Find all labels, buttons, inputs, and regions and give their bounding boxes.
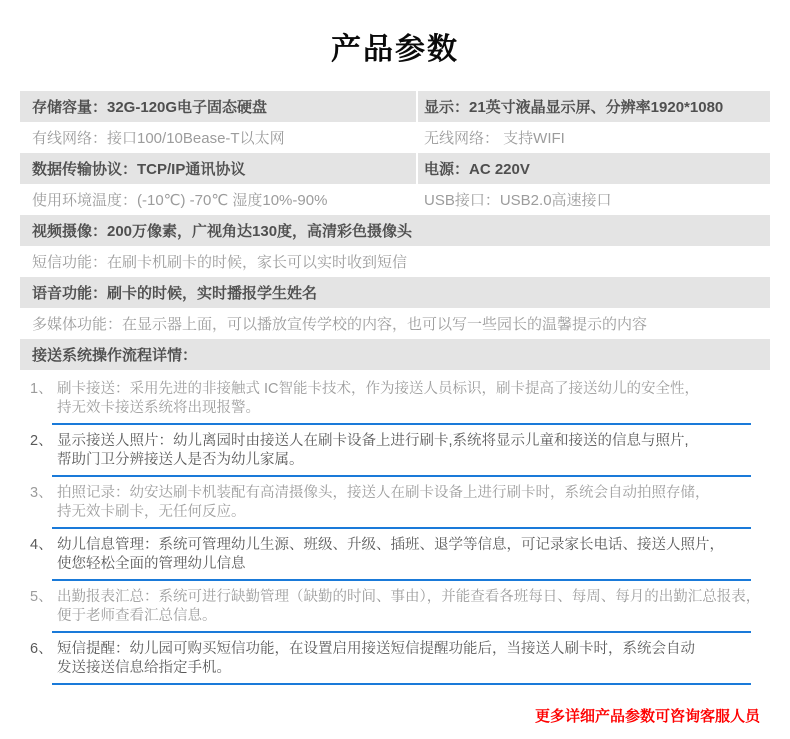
item-number: 1、: [30, 381, 53, 397]
flow-list-item: [20, 581, 770, 626]
spec-row: [20, 215, 770, 246]
item-number: 4、: [30, 537, 53, 553]
spec-cell-right: 无线网络： 支持WIFI: [424, 130, 565, 147]
footer-note: 更多详细产品参数可咨询客服人员: [534, 708, 760, 725]
spec-row: [20, 153, 770, 184]
spec-cell: 语音功能：刷卡的时候，实时播报学生姓名: [20, 277, 770, 308]
spec-cell-right: 显示：21英寸液晶显示屏、分辨率1920*1080: [418, 91, 770, 122]
item-number: 2、: [30, 433, 53, 449]
spec-cell-left: 存储容量：32G-120G电子固态硬盘: [20, 91, 416, 122]
spec-row: [20, 339, 770, 370]
spec-table: [20, 91, 770, 370]
item-number: 3、: [30, 485, 53, 501]
item-line1: 刷卡接送：采用先进的非接触式 IC智能卡技术，作为接送人员标识，刷卡提高了接送幼儿的安全性，: [57, 381, 700, 397]
flow-list-item: [20, 477, 770, 522]
flow-list-item: [20, 633, 770, 678]
spec-row: [20, 122, 770, 153]
flow-list-item: [20, 529, 770, 574]
item-line2: 发送接送信息给指定手机。: [57, 660, 231, 676]
spec-row: [20, 277, 770, 308]
flow-list-item: [20, 425, 770, 470]
item-line1: 幼儿信息管理：系统可管理幼儿生源、班级、升级、插班、退学等信息，可记录家长电话、接送人照片，: [57, 537, 724, 553]
spec-cell-left: 有线网络：接口100/10Bease-T以太网: [32, 130, 285, 147]
item-line1: 出勤报表汇总：系统可进行缺勤管理（缺勤的时间、事由），并能查看各班每日、每周、每月的出勤汇总报表，: [57, 589, 761, 605]
spec-row: [20, 308, 770, 339]
spec-cell: 视频摄像：200万像素，广视角达130度，高清彩色摄像头: [20, 215, 770, 246]
spec-cell: 接送系统操作流程详情：: [20, 339, 770, 370]
item-number: 6、: [30, 641, 53, 657]
item-number: 5、: [30, 589, 53, 605]
spec-cell-right: 电源：AC 220V: [418, 153, 770, 184]
item-line1: 短信提醒：幼儿园可购买短信功能，在设置启用接送短信提醒功能后，当接送人刷卡时，系统会自动: [57, 641, 695, 657]
flow-list-item: [20, 373, 770, 418]
spec-cell-right: USB接口：USB2.0高速接口: [424, 192, 612, 209]
item-line2: 持无效卡接送系统将出现报警。: [57, 400, 260, 416]
flow-list: [20, 373, 770, 685]
spec-cell-left: 数据传输协议：TCP/IP通讯协议: [20, 153, 416, 184]
spec-cell: 短信功能：在刷卡机刷卡的时候，家长可以实时收到短信: [32, 254, 408, 271]
item-line2: 帮助门卫分辨接送人是否为幼儿家属。: [57, 452, 304, 468]
blue-separator-line: [52, 683, 751, 685]
spec-row: [20, 246, 770, 277]
spec-cell-left: 使用环境温度：(-10℃) -70℃ 湿度10%-90%: [32, 192, 328, 209]
item-line2: 便于老师查看汇总信息。: [57, 608, 217, 624]
spec-row: [20, 91, 770, 122]
item-line2: 持无效卡刷卡，无任何反应。: [57, 504, 246, 520]
spec-cell: 多媒体功能：在显示器上面，可以播放宣传学校的内容，也可以写一些园长的温馨提示的内容: [32, 316, 648, 333]
item-line1: 拍照记录：幼安达刷卡机装配有高清摄像头，接送人在刷卡设备上进行刷卡时，系统会自动拍照存储，: [57, 485, 710, 501]
item-line1: 显示接送人照片：幼儿离园时由接送人在刷卡设备上进行刷卡,系统将显示儿童和接送的信息与照片,: [57, 433, 689, 449]
page-title: 产品参数: [331, 33, 459, 66]
spec-row: [20, 184, 770, 215]
item-line2: 使您轻松全面的管理幼儿信息: [57, 556, 246, 572]
